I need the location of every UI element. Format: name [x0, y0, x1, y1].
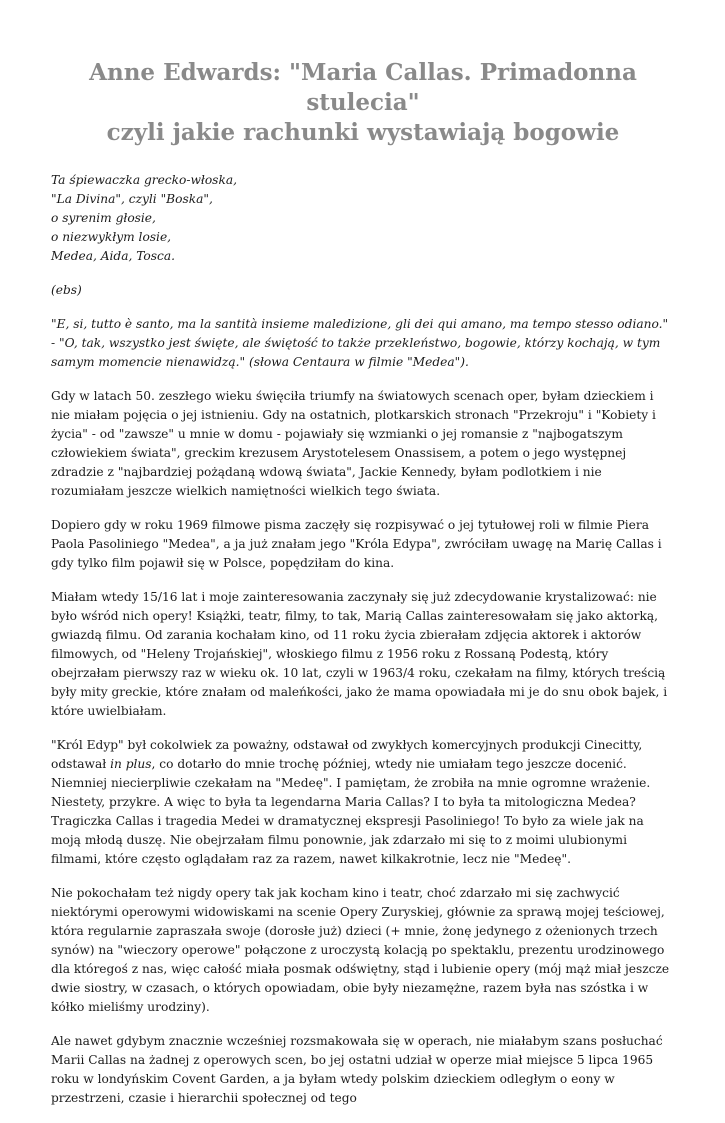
- opening-quote: "E, si, tutto è santo, ma la santità insieme maledizione, gli dei qui amano, ma tempo stesso odiano." - "O, tak, wszystko jest święte, ale świętość to także przekleństwo, bogowie, którzy kochają, w tym samym momencie nienawidzą." (słowa Centaura w filmie "Medea").: [51, 317, 669, 369]
- author-signature: (ebs): [51, 283, 82, 297]
- intro-line: Medea, Aida, Tosca.: [51, 249, 175, 263]
- intro-line: o niezwykłym losie,: [51, 230, 172, 244]
- paragraph-4: [51, 736, 675, 869]
- paragraph-2: Dopiero gdy w roku 1969 filmowe pisma zaczęły się rozpisywać o jej tytułowej roli w filmie Piera Paola Pasoliniego "Medea", a ja już znałam jego "Króla Edypa", zwróciłam uwagę na Marię Callas i gdy tylko film pojawił się w Polsce, popędziłam do kina.: [51, 518, 662, 570]
- paragraph-1: Gdy w latach 50. zeszłego wieku święciła triumfy na światowych scenach oper, byłam dzieckiem i nie miałam pojęcia o jej istnieniu. Gdy na ostatnich, plotkarskich stronach "Przekroju" i "Kobiety i życia" - od "zawsze" u mnie w domu - pojawiały się wzmianki o jej romansie z "najbogatszym człowiekiem świata", greckim krezusem Arystotelesem Onassisem, a potem o jego występnej zdradzie z "najbardziej pożądaną wdową świata", Jackie Kennedy, byłam podlotkiem i nie rozumiałam jeszcze wielkich namiętności wielkich tego świata.: [51, 389, 656, 498]
- paragraph-4-text-start: "Król Edyp" był cokolwiek za poważny, odstawał od zwykłych komercyjnych produkcji Cinecitty, odstawał: [51, 738, 643, 771]
- paragraph-3: Miałam wtedy 15/16 lat i moje zainteresowania zaczynały się już zdecydowanie krystalizować: nie było wśród nich opery! Książki, teatr, filmy, to tak, Marią Callas zainteresowałam się jako aktorką, gwiazdą filmu. Od zarania kochałam kino, od 11 roku życia zbierałam zdjęcia aktorek i aktorów filmowych, od "Heleny Trojańskiej", włoskiego filmu z 1956 roku z Rossaną Podestą, który obejrzałam pierwszy raz w wieku ok. 10 lat, czyli w 1963/4 roku, czekałam na filmy, których treścią były mity greckie, które znałam od maleńkości, jako że mama opowiadała mi je do snu obok bajek, i które uwielbiałam.: [51, 590, 668, 718]
- title-line-1: Anne Edwards: "Maria Callas. Primadonna stulecia": [89, 59, 637, 116]
- paragraph-4-text-end: , co dotarło do mnie trochę później, wtedy nie umiałam tego jeszcze docenić. Niemniej niecierpliwie czekałam na "Medeę". I pamiętam, że zrobiła na mnie ogromne wrażenie. Niestety, przykre. A więc to była ta legendarna Maria Callas? I to była ta mitologiczna Medea? Tragiczka Callas i tragedia Medei w dramatycznej ekspresji Pasoliniego! To było za wiele jak na moją młodą duszę. Nie obejrzałam filmu ponownie, jak zdarzało mi się to z moimi ulubionymi filmami, które często oglądałam raz za razem, nawet kilkakrotnie, lecz nie "Medeę".: [51, 757, 651, 866]
- paragraph-4-italic-phrase: in plus: [110, 757, 152, 771]
- article-title: [51, 58, 675, 148]
- article: [51, 58, 675, 1123]
- intro-line: Ta śpiewaczka grecko-włoska,: [51, 173, 237, 187]
- intro-line: o syrenim głosie,: [51, 211, 156, 225]
- paragraph-5: Nie pokochałam też nigdy opery tak jak kocham kino i teatr, choć zdarzało mi się zachwycić niektórymi operowymi widowiskami na scenie Opery Zuryskiej, głównie za sprawą mojej teściowej, która regularnie zapraszała swoje (dorosłe już) dzieci (+ mnie, żonę jedynego z ożenionych trzech synów) na "wieczory operowe" połączone z uroczystą kolacją po spektaklu, prezentu urodzinowego dla któregoś z nas, więc całość miała posmak odświętny, stąd i lubienie opery (mój mąż miał jeszcze dwie siostry, w czasach, o których opowiadam, obie były niezamężne, razem była nas szóstka i w kółko mieliśmy urodziny).: [51, 886, 670, 1014]
- title-line-2: czyli jakie rachunki wystawiają bogowie: [106, 119, 620, 146]
- paragraph-6: Ale nawet gdybym znacznie wcześniej rozsmakowała się w operach, nie miałabym szans posłuchać Marii Callas na żadnej z operowych scen, bo jej ostatni udział w operze miał miejsce 5 lipca 1965 roku w londyńskim Covent Garden, a ja byłam wtedy polskim dzieckiem odległym o eony w przestrzeni, czasie i hierarchii społecznej od tego: [51, 1034, 663, 1105]
- intro-verse: [51, 171, 675, 266]
- intro-line: "La Divina", czyli "Boska",: [51, 192, 213, 206]
